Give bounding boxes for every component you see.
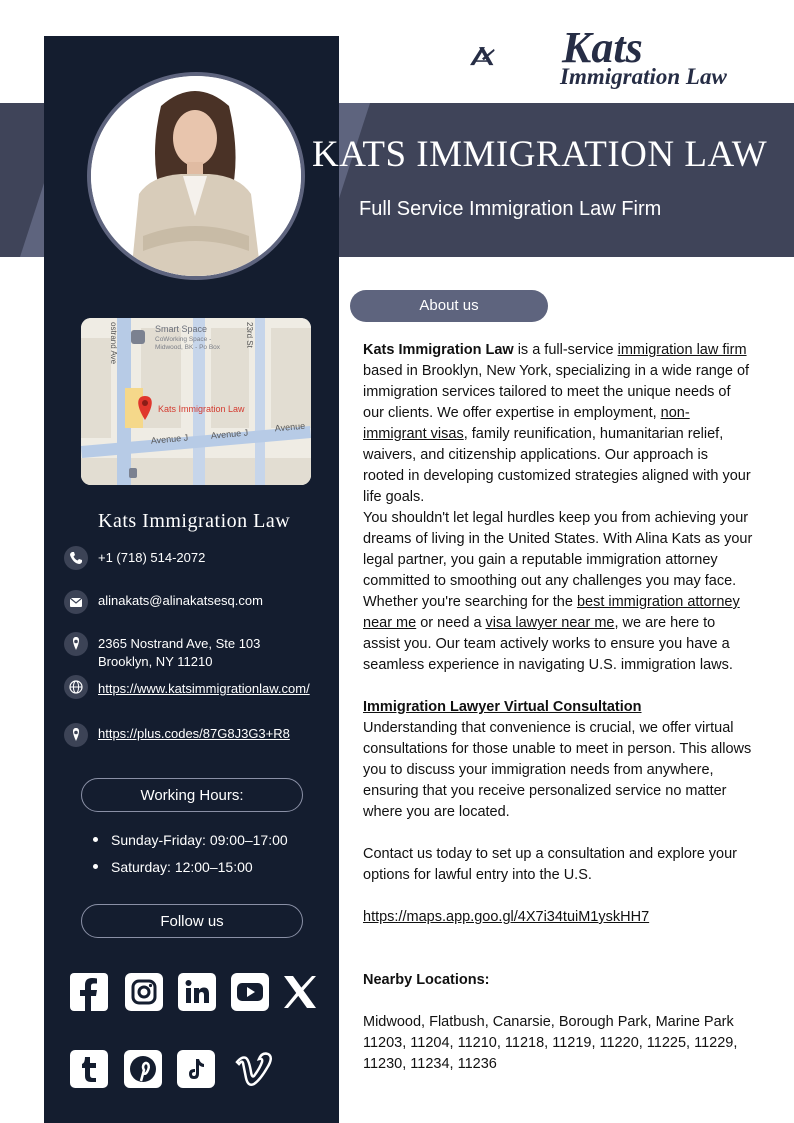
- text-span: , family reunification, humanitarian relief, waivers, and citizenship applications. Our approach is rooted in developing customized strategies aligned with your life goals.: [363, 426, 751, 505]
- map-street-label: Avenue J: [150, 432, 189, 446]
- map-graphic: [81, 318, 311, 485]
- linkedin-icon[interactable]: [178, 973, 216, 1011]
- immigration-law-firm-link[interactable]: immigration law firm: [617, 342, 747, 358]
- youtube-icon[interactable]: [231, 973, 269, 1011]
- logo-wordmark-sub: Immigration Law: [560, 64, 727, 89]
- email-address[interactable]: alinakats@alinakatsesq.com: [98, 593, 263, 608]
- instagram-icon[interactable]: [125, 973, 163, 1011]
- firm-logo-mark: [470, 24, 560, 90]
- text-span: You shouldn't let legal hurdles keep you from achieving your dreams of living in the United States. With Alina Kats as your legal partner, you gain a reputable immigration attorney committed to smoothing out any challenges you may face. Whether you're searching for the: [363, 510, 753, 610]
- text-span: based in Brooklyn, New York, specializing in a wide range of immigration services tailored to meet the unique needs of our clients. We offer expertise in employment,: [363, 363, 750, 421]
- about-content: [363, 340, 753, 1075]
- working-hours-list: [93, 830, 288, 884]
- phone-number[interactable]: +1 (718) 514-2072: [98, 550, 206, 565]
- portrait-illustration: [91, 76, 301, 276]
- address-line2: Brooklyn, NY 11210: [98, 654, 213, 669]
- contact-cta-text: Contact us today to set up a consultation and explore your options for lawful entry into the U.S.: [363, 846, 738, 883]
- address-line1: 2365 Nostrand Ave, Ste 103: [98, 636, 261, 651]
- vimeo-icon[interactable]: [231, 1050, 275, 1088]
- about-us-heading: About us: [350, 290, 548, 322]
- text-span: , we are here to assist you. Our team actively works to ensure you have a seamless experience in navigating U.S. immigration laws.: [363, 615, 733, 673]
- banner-subtitle: Full Service Immigration Law Firm: [359, 198, 662, 220]
- banner-title: KATS IMMIGRATION LAW: [312, 134, 768, 175]
- map-street-label: Avenue: [274, 420, 306, 434]
- working-hours-heading: Working Hours:: [81, 778, 303, 812]
- tiktok-icon[interactable]: [177, 1050, 215, 1088]
- map-street-label: Avenue J: [210, 427, 249, 441]
- about-paragraph-2: [363, 508, 753, 676]
- map-street-label: 23rd St: [245, 322, 254, 348]
- facebook-icon[interactable]: [70, 973, 108, 1011]
- hours-item: Sunday-Friday: 09:00–17:00: [93, 830, 288, 857]
- x-icon[interactable]: [281, 973, 319, 1011]
- map-street-label: ostrand Ave: [109, 322, 118, 365]
- plus-code-pin-icon: [64, 723, 88, 747]
- best-attorney-link[interactable]: best immigration attorney near me: [363, 594, 740, 631]
- location-pin-icon: [64, 632, 88, 656]
- logo-wordmark-kats: Kats: [562, 23, 643, 72]
- phone-icon: [64, 546, 88, 570]
- map-poi-sub1: CoWorking Space -: [155, 336, 212, 343]
- about-paragraph-1: [363, 340, 753, 508]
- email-icon: [64, 590, 88, 614]
- virtual-consultation-text: Understanding that convenience is crucial, we offer virtual consultations for those unable to meet in person. This allows you to discuss your immigration needs from anywhere, ensuring that you receive personalized service no matter where you are located.: [363, 720, 752, 820]
- text-span: is a full-service: [513, 342, 618, 358]
- nearby-locations-text: Midwood, Flatbush, Canarsie, Borough Park, Marine Park 11203, 11204, 11210, 11218, 11219, 11220, 11225, 11229, 11230, 11234, 11236: [363, 1014, 738, 1072]
- attorney-portrait: [87, 72, 305, 280]
- hours-item: Saturday: 12:00–15:00: [93, 857, 288, 884]
- pinterest-icon[interactable]: [124, 1050, 162, 1088]
- location-map[interactable]: [81, 318, 311, 485]
- virtual-consultation-heading: Immigration Lawyer Virtual Consultation: [363, 699, 642, 715]
- tumblr-icon[interactable]: [70, 1050, 108, 1088]
- follow-us-heading: Follow us: [81, 904, 303, 938]
- map-pin-label: Kats Immigration Law: [158, 404, 245, 414]
- map-poi-label: Smart Space: [155, 324, 208, 334]
- nearby-locations-heading: Nearby Locations:: [363, 972, 490, 988]
- website-link[interactable]: https://www.katsimmigrationlaw.com/: [98, 681, 310, 696]
- visa-lawyer-link[interactable]: visa lawyer near me: [485, 615, 615, 631]
- text-span: or need a: [416, 615, 486, 631]
- sidebar-firm-name: Kats Immigration Law: [98, 510, 291, 532]
- firm-name-bold: Kats Immigration Law: [363, 342, 514, 358]
- maps-link[interactable]: https://maps.app.goo.gl/4X7i34tuiM1yskHH7: [363, 909, 650, 925]
- map-poi-sub2: Midwood, BK - Po Box: [155, 344, 221, 351]
- plus-code-link[interactable]: https://plus.codes/87G8J3G3+R8: [98, 726, 290, 741]
- non-immigrant-visas-link[interactable]: non-immigrant visas: [363, 405, 690, 442]
- globe-icon: [64, 675, 88, 699]
